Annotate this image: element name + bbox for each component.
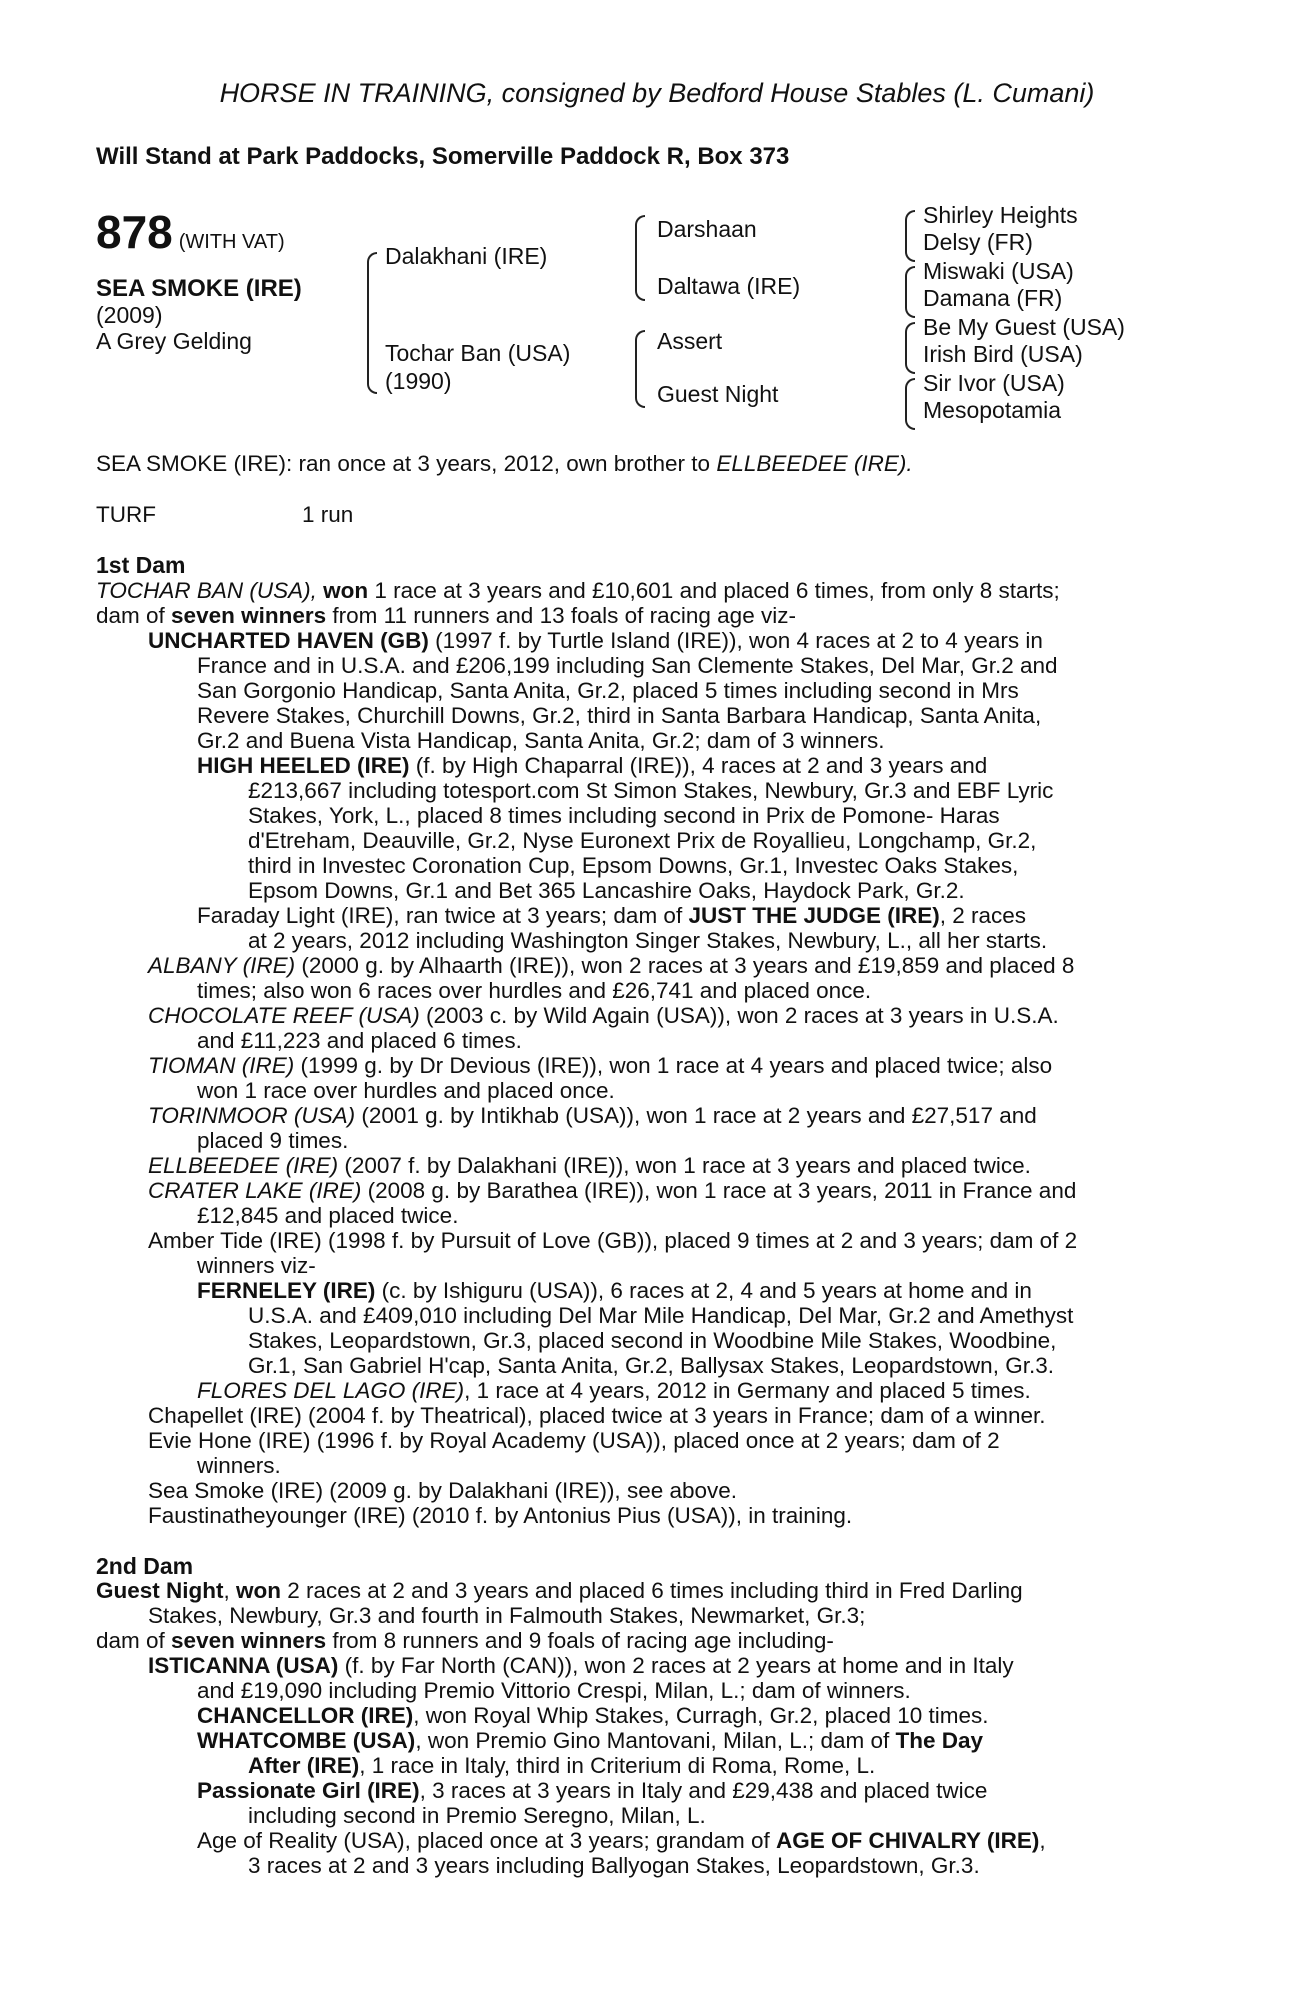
produce-record: winners viz- [197,1253,316,1278]
pedigree-dam-year: (1990) [385,368,452,394]
produce-record: CHANCELLOR (IRE), won Royal Whip Stakes, Curragh, Gr.2, placed 10 times. [197,1703,989,1728]
produce-record: WHATCOMBE (USA), won Premio Gino Mantovani, Milan, L.; dam of The Day [197,1728,984,1753]
produce-record: CRATER LAKE (IRE) (2008 g. by Barathea (IRE)), won 1 race at 3 years, 2011 in France and [148,1178,1077,1203]
horse-year: (2009) [96,302,163,328]
turf-runs: 1 run [302,502,354,527]
produce-record: ELLBEEDEE (IRE) (2007 f. by Dalakhani (IRE)), won 1 race at 3 years and placed twice. [148,1153,1031,1178]
horse-name: SEA SMOKE (IRE) [96,275,302,302]
turf-label: TURF [96,502,156,527]
produce-record: 3 races at 2 and 3 years including Ballyogan Stakes, Leopardstown, Gr.3. [248,1853,980,1878]
produce-record: ISTICANNA (USA) (f. by Far North (CAN)), won 2 races at 2 years at home and in Italy [148,1653,1014,1678]
produce-record: Evie Hone (IRE) (1996 f. by Royal Academy (USA)), placed once at 2 years; dam of 2 [148,1428,1000,1453]
pedigree-g1: Shirley Heights [923,202,1078,228]
produce-record: CHOCOLATE REEF (USA) (2003 c. by Wild Again (USA)), won 2 races at 3 years in U.S.A. [148,1003,1059,1028]
produce-record: After (IRE), 1 race in Italy, third in Criterium di Roma, Rome, L. [248,1753,876,1778]
produce-record: HIGH HEELED (IRE) (f. by High Chaparral (IRE)), 4 races at 2 and 3 years and [197,753,988,778]
produce-record: third in Investec Coronation Cup, Epsom Downs, Gr.1, Investec Oaks Stakes, [248,853,1019,878]
pedigree-sire: Dalakhani (IRE) [385,243,548,269]
pedigree-g3: Miswaki (USA) [923,258,1074,284]
produce-record: winners. [197,1453,281,1478]
produce-record: Epsom Downs, Gr.1 and Bet 365 Lancashire Oaks, Haydock Park, Gr.2. [248,878,965,903]
first-dam-heading: 1st Dam [96,552,186,578]
produce-record: Gr.1, San Gabriel H'cap, Santa Anita, Gr.2, Ballysax Stakes, Leopardstown, Gr.3. [248,1353,1054,1378]
first-dam-line: TOCHAR BAN (USA), won 1 race at 3 years and £10,601 and placed 6 times, from only 8 starts; [96,578,1060,603]
produce-record: Passionate Girl (IRE), 3 races at 3 years in Italy and £29,438 and placed twice [197,1778,988,1803]
pedigree-g4: Damana (FR) [923,285,1063,311]
second-dam-line: dam of seven winners from 8 runners and 9 foals of racing age including- [96,1628,834,1653]
pedigree-brace [367,252,377,394]
first-dam-line: dam of seven winners from 11 runners and 13 foals of racing age viz- [96,603,796,628]
second-dam-heading: 2nd Dam [96,1553,194,1579]
produce-record: Age of Reality (USA), placed once at 3 years; grandam of AGE OF CHIVALRY (IRE), [197,1828,1046,1853]
pedigree-brace [905,322,915,374]
produce-record: U.S.A. and £409,010 including Del Mar Mile Handicap, Del Mar, Gr.2 and Amethyst [248,1303,1074,1328]
pedigree-brace [905,378,915,430]
produce-record: placed 9 times. [197,1128,349,1153]
produce-record: San Gorgonio Handicap, Santa Anita, Gr.2, placed 5 times including second in Mrs [197,678,1019,703]
produce-record: times; also won 6 races over hurdles and £26,741 and placed once. [197,978,872,1003]
pedigree-dam-dam: Guest Night [657,381,779,407]
horse-description: A Grey Gelding [96,328,252,354]
produce-record: ALBANY (IRE) (2000 g. by Alhaarth (IRE)), won 2 races at 3 years and £19,859 and placed 8 [148,953,1075,978]
produce-record: FERNELEY (IRE) (c. by Ishiguru (USA)), 6 races at 2, 4 and 5 years at home and in [197,1278,1032,1303]
produce-record: Chapellet (IRE) (2004 f. by Theatrical), placed twice at 3 years in France; dam of a winner. [148,1403,1046,1428]
pedigree-brace [905,266,915,318]
stand-location: Will Stand at Park Paddocks, Somerville Paddock R, Box 373 [96,143,790,170]
produce-record: France and in U.S.A. and £206,199 including San Clemente Stakes, Del Mar, Gr.2 and [197,653,1058,678]
produce-record: including second in Premio Seregno, Milan, L. [248,1803,706,1828]
produce-record: UNCHARTED HAVEN (GB) (1997 f. by Turtle Island (IRE)), won 4 races at 2 to 4 years in [148,628,1043,653]
produce-record: at 2 years, 2012 including Washington Singer Stakes, Newbury, L., all her starts. [248,928,1048,953]
pedigree-brace [905,210,915,262]
produce-record: won 1 race over hurdles and placed once. [197,1078,615,1103]
pedigree-sire-sire: Darshaan [657,216,757,242]
second-dam-line: Stakes, Newbury, Gr.3 and fourth in Falmouth Stakes, Newmarket, Gr.3; [148,1603,866,1628]
vat-note: (WITH VAT) [178,231,285,253]
pedigree-dam-sire: Assert [657,328,723,354]
produce-record: TIOMAN (IRE) (1999 g. by Dr Devious (IRE)), won 1 race at 4 years and placed twice; also [148,1053,1053,1078]
produce-record: £12,845 and placed twice. [197,1203,459,1228]
produce-record: FLORES DEL LAGO (IRE), 1 race at 4 years, 2012 in Germany and placed 5 times. [197,1378,1031,1403]
produce-record: TORINMOOR (USA) (2001 g. by Intikhab (USA)), won 1 race at 2 years and £27,517 and [148,1103,1037,1128]
pedigree-g6: Irish Bird (USA) [923,341,1083,367]
pedigree-brace [635,330,645,408]
lot-block [96,205,285,259]
produce-record: d'Etreham, Deauville, Gr.2, Nyse Euronext Prix de Royallieu, Longchamp, Gr.2, [248,828,1037,853]
produce-record: Gr.2 and Buena Vista Handicap, Santa Anita, Gr.2; dam of 3 winners. [197,728,885,753]
lot-number: 878 [96,206,173,258]
produce-record: Sea Smoke (IRE) (2009 g. by Dalakhani (IRE)), see above. [148,1478,738,1503]
produce-record: Faustinatheyounger (IRE) (2010 f. by Antonius Pius (USA)), in training. [148,1503,853,1528]
pedigree-sire-dam: Daltawa (IRE) [657,273,801,299]
page-title: HORSE IN TRAINING, consigned by Bedford House Stables (L. Cumani) [219,78,1095,108]
produce-record: Stakes, York, L., placed 8 times including second in Prix de Pomone- Haras [248,803,1000,828]
produce-record: and £19,090 including Premio Vittorio Crespi, Milan, L.; dam of winners. [197,1678,911,1703]
produce-record: £213,667 including totesport.com St Simon Stakes, Newbury, Gr.3 and EBF Lyric [248,778,1054,803]
pedigree-dam: Tochar Ban (USA) [385,340,571,366]
produce-record: Revere Stakes, Churchill Downs, Gr.2, third in Santa Barbara Handicap, Santa Anita, [197,703,1042,728]
pedigree-g5: Be My Guest (USA) [923,314,1125,340]
produce-record: Amber Tide (IRE) (1998 f. by Pursuit of Love (GB)), placed 9 times at 2 and 3 years; dam of 2 [148,1228,1078,1253]
pedigree-g7: Sir Ivor (USA) [923,370,1065,396]
pedigree-g2: Delsy (FR) [923,229,1033,255]
produce-record: and £11,223 and placed 6 times. [197,1028,522,1053]
pedigree-brace [635,215,645,301]
race-summary: SEA SMOKE (IRE): ran once at 3 years, 2012, own brother to ELLBEEDEE (IRE). [96,451,913,476]
second-dam-line: Guest Night, won 2 races at 2 and 3 years and placed 6 times including third in Fred Darling [96,1578,1023,1603]
produce-record: Faraday Light (IRE), ran twice at 3 years; dam of JUST THE JUDGE (IRE), 2 races [197,903,1027,928]
pedigree-g8: Mesopotamia [923,397,1062,423]
produce-record: Stakes, Leopardstown, Gr.3, placed second in Woodbine Mile Stakes, Woodbine, [248,1328,1057,1353]
